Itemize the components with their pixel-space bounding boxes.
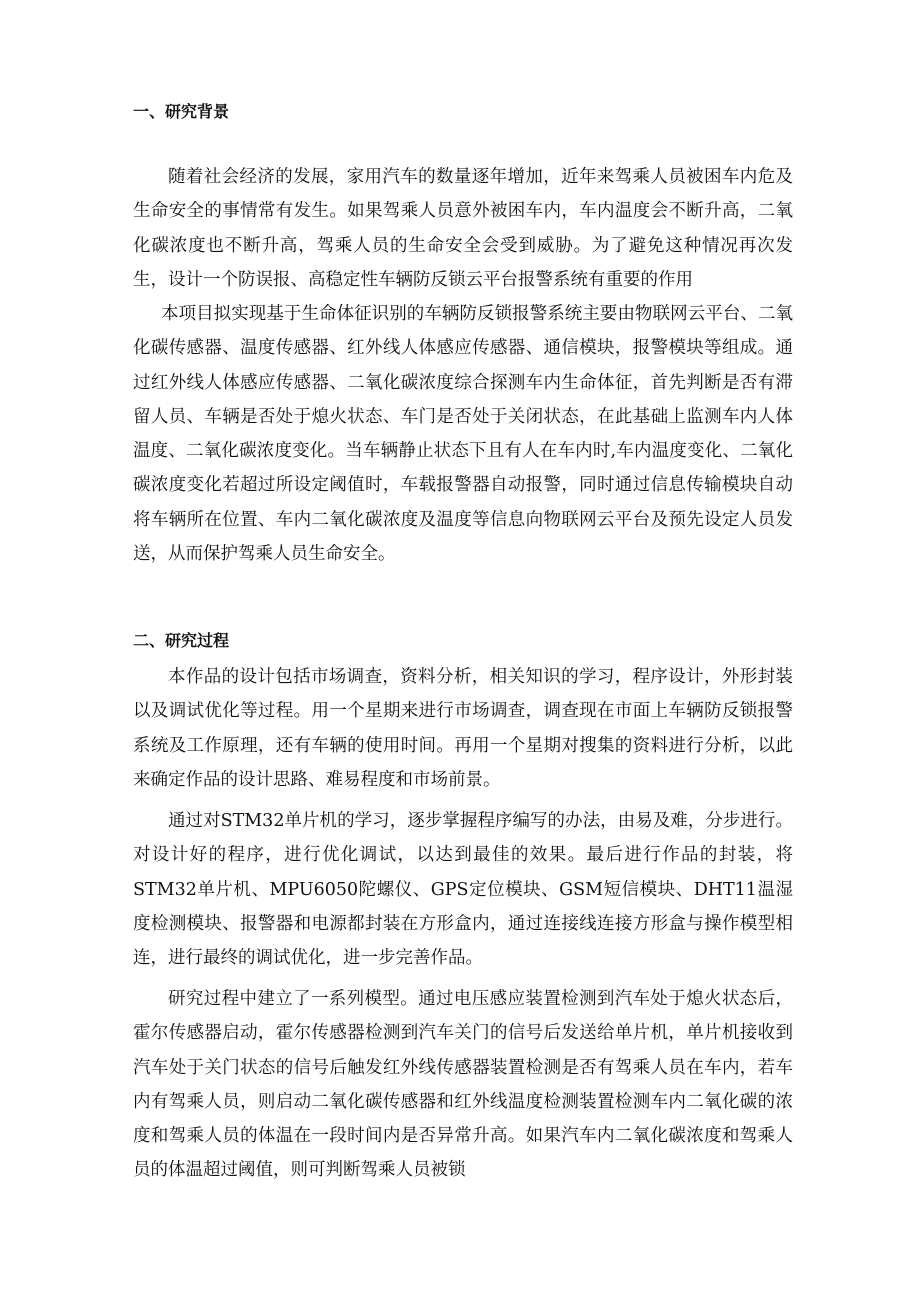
paragraph-process-3: 研究过程中建立了一系列模型。通过电压感应装置检测到汽车处于熄火状态后，霍尔传感器启动，霍尔传感器检测到汽车关门的信号后发送给单片机，单片机接收到汽车处于关门状态的信号后触发红外线传感器装置检测是否有驾乘人员在车内，若车内有驾乘人员，则启动二氧化碳传感器和红外线温度检测装置检测车内二氧化碳的浓度和驾乘人员的体温在一段时间内是否异常升高。如果汽车内二氧化碳浓度和驾乘人员的体温超过阈值，则可判断驾乘人员被锁 — [133, 989, 793, 1181]
paragraph-process-2: 通过对STM32单片机的学习，逐步掌握程序编写的办法，由易及难，分步进行。对设计好的程序，进行优化调试，以达到最佳的效果。最后进行作品的封装，将STM32单片机、MPU6050陀螺仪、GPS定位模块、GSM短信模块、DHT11温湿度检测模块、报警器和电源都封装在方形盒内，通过连接线连接方形盒与操作模型相连，进行最终的调试优化，进一步完善作品。 — [133, 811, 793, 969]
section-heading-background: 一、研究背景 — [133, 102, 230, 121]
section-heading-process: 二、研究过程 — [133, 631, 230, 650]
paragraph-background-2: 本项目拟实现基于生命体征识别的车辆防反锁报警系统主要由物联网云平台、二氧化碳传感器、温度传感器、红外线人体感应传感器、通信模块，报警模块等组成。通过红外线人体感应传感器、二氧化碳浓度综合探测车内生命体征，首先判断是否有滞留人员、车辆是否处于熄火状态、车门是否处于关闭状态，在此基础上监测车内人体温度、二氧化碳浓度变化。当车辆静止状态下且有人在车内时,车内温度变化、二氧化碳浓度变化若超过所设定阈值时，车载报警器自动报警，同时通过信息传输模块自动将车辆所在位置、车内二氧化碳浓度及温度等信息向物联网云平台及预先设定人员发送，从而保护驾乘人员生命安全。 — [133, 304, 793, 565]
paragraph-process-1: 本作品的设计包括市场调查，资料分析，相关知识的学习，程序设计，外形封装以及调试优化等过程。用一个星期来进行市场调查，调查现在市面上车辆防反锁报警系统及工作原理，还有车辆的使用时间。再用一个星期对搜集的资料进行分析，以此来确定作品的设计思路、难易程度和市场前景。 — [133, 667, 793, 790]
paragraph-background-1: 随着社会经济的发展，家用汽车的数量逐年增加，近年来驾乘人员被困车内危及生命安全的事情常有发生。如果驾乘人员意外被困车内，车内温度会不断升高，二氧化碳浓度也不断升高，驾乘人员的生命安全会受到威胁。为了避免这种情况再次发生，设计一个防误报、高稳定性车辆防反锁云平台报警系统有重要的作用 — [133, 167, 793, 290]
